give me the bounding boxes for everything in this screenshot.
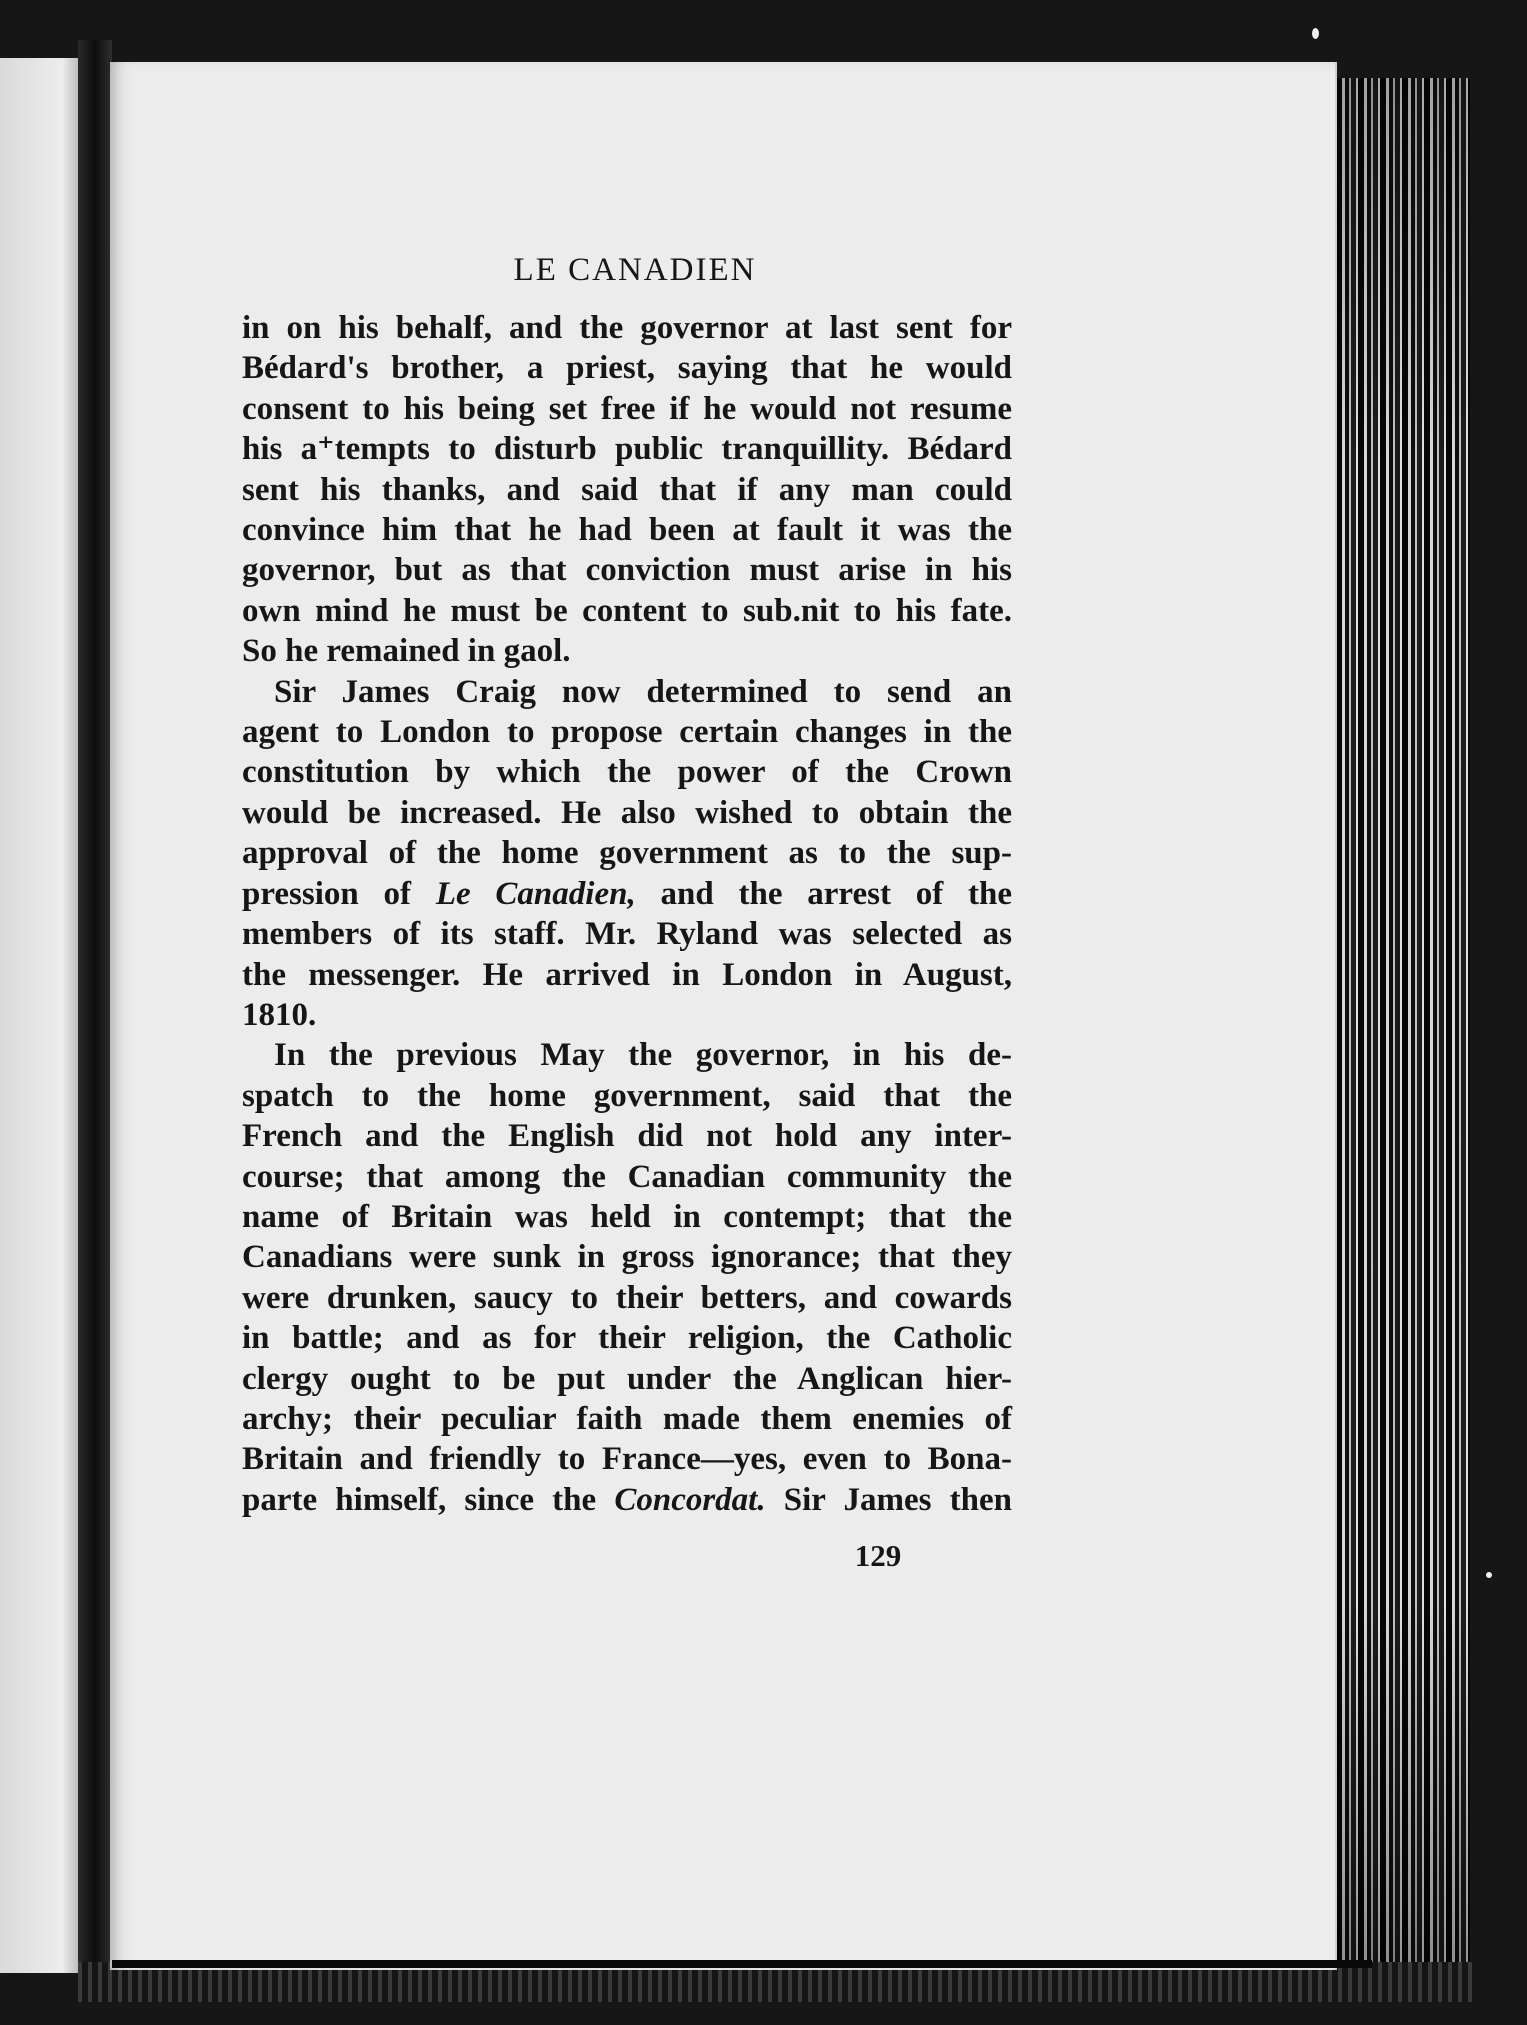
text-line: in on his behalf, and the governor at last sent for — [242, 310, 1012, 346]
text-line: 1810. — [242, 996, 317, 1033]
text-line: So he remained in gaol. — [242, 633, 571, 670]
body-text — [242, 308, 1012, 1520]
text-line: his a⁺tempts to disturb public tranquillity. Bédard — [242, 431, 1012, 468]
text-line: Canadians were sunk in gross ignorance; that they — [242, 1239, 1012, 1276]
scan-speck — [1312, 28, 1319, 39]
text-line: approval of the home government as to the sup- — [242, 835, 1012, 872]
text-line-with-italic — [242, 874, 1012, 914]
book-gutter — [78, 40, 112, 1990]
text-line: the messenger. He arrived in London in August, — [242, 956, 1012, 993]
paragraph-first-line: In the previous May the governor, in his de- — [274, 1037, 1012, 1074]
text-line: agent to London to propose certain changes in the — [242, 714, 1012, 751]
text-line: convince him that he had been at fault it was the — [242, 512, 1012, 549]
text-run: and the arrest of the — [635, 875, 1012, 912]
text-line: constitution by which the power of the Crown — [242, 754, 1012, 791]
text-run: parte himself, since the — [242, 1481, 615, 1518]
newspaper-title-italic: Le Canadien, — [435, 875, 636, 912]
text-line: sent his thanks, and said that if any man could — [242, 471, 1012, 508]
paragraph-first-line: Sir James Craig now determined to send an — [274, 673, 1012, 710]
text-line: name of Britain was held in contempt; that the — [242, 1198, 1012, 1235]
text-line: in battle; and as for their religion, the Catholic — [242, 1320, 1012, 1357]
text-line: French and the English did not hold any inter- — [242, 1118, 1012, 1155]
fore-edge-shadow — [1320, 78, 1470, 1978]
text-line: spatch to the home government, said that the — [242, 1077, 1012, 1114]
scan-speck — [1486, 1572, 1492, 1578]
text-line: consent to his being set free if he would not resume — [242, 390, 1012, 427]
text-run: pression of — [242, 875, 436, 912]
text-line: were drunken, saucy to their betters, and cowards — [242, 1279, 1012, 1316]
text-line: governor, but as that conviction must arise in his — [242, 552, 1012, 589]
text-line-with-italic — [242, 1480, 1012, 1520]
text-run: Sir James then — [765, 1481, 1012, 1518]
page-bottom-shadow — [112, 1960, 1372, 1968]
running-head: LE CANADIEN — [513, 252, 757, 288]
text-line: clergy ought to be put under the Anglican hier- — [242, 1360, 1012, 1397]
concordat-italic: Concordat. — [614, 1481, 766, 1518]
text-line: members of its staff. Mr. Ryland was selected as — [242, 916, 1012, 953]
text-line: Bédard's brother, a priest, saying that he would — [242, 350, 1012, 387]
text-line: own mind he must be content to sub.nit to his fate. — [242, 592, 1012, 629]
text-line: course; that among the Canadian community the — [242, 1158, 1012, 1195]
text-line: would be increased. He also wished to obtain the — [242, 794, 1012, 831]
text-line: archy; their peculiar faith made them enemies of — [242, 1400, 1012, 1437]
facing-page-edge — [0, 58, 78, 1973]
page-number: 129 — [854, 1538, 902, 1573]
text-line: Britain and friendly to France—yes, even to Bona- — [242, 1441, 1012, 1478]
